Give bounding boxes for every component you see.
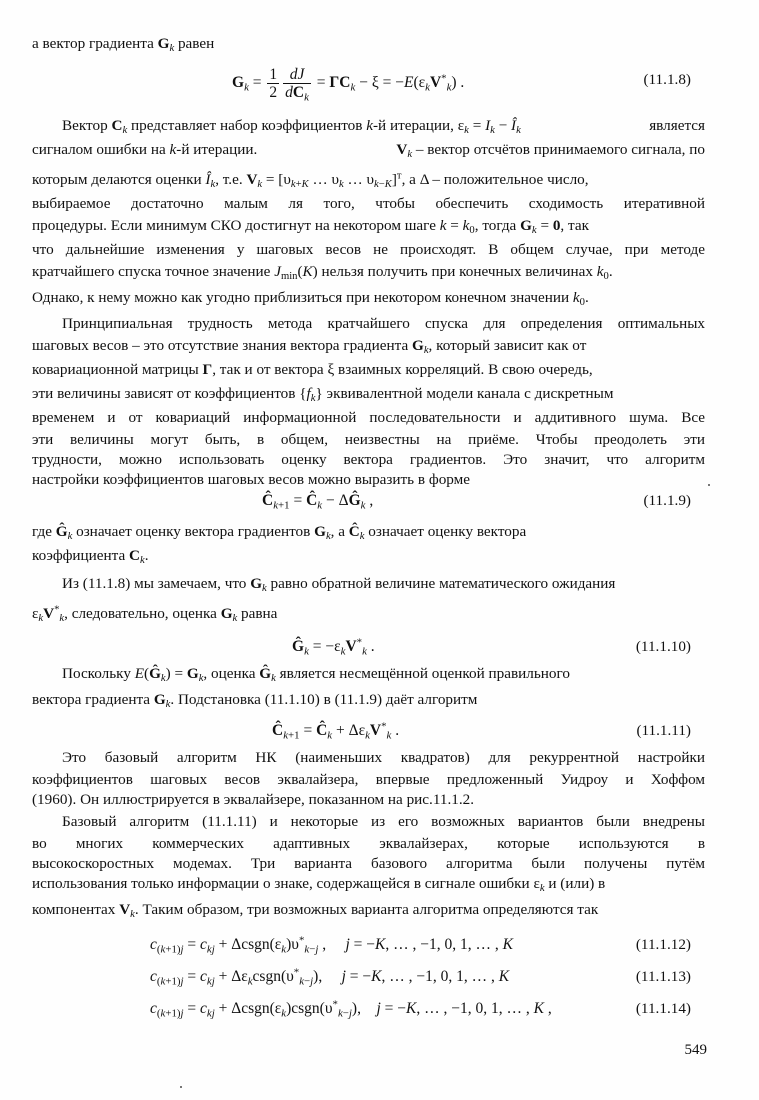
text-line: коэффициента $C_k$. — [32, 547, 149, 567]
text-line: $\varepsilon_kV^*_k$, следовательно, оценка $G_k$ равна — [32, 604, 278, 625]
equation-number: (11.1.12) — [635, 936, 691, 953]
text-line: где $Ĝ_k$ означает оценку вектора градиентов $G_k$, а $Ĉ_k$ означает оценку вектора — [32, 523, 527, 543]
text-line: которым делаются оценки $Î_k$, т.е. $V_k = [\upsilon_{k+K}$ … $\upsilon_k$ … $\upsilon_{k-K}]^т$, а Δ – положительное число, — [32, 170, 589, 191]
equation-11-1-12: $c_{(k+1)j} = c_{kj}$ + $\Delta csgn(\varepsilon_k)\upsilon^*_{k-j}$ , j = −K, … , −1, 0, 1, … , K — [150, 934, 513, 956]
text-line: Принципиальная трудность метода кратчайшего спуска для определения оптимальных — [62, 315, 705, 332]
equation-11-1-10: $Ĝ_k = -\varepsilon_kV^*_k$ . — [292, 636, 375, 658]
text-line: Вектор $C_k$ представляет набор коэффициентов k-й итерации, $\varepsilon_k = I_k$ − $Î_k$ является — [62, 117, 705, 137]
text-line: использования только информации о знаке, содержащейся в сигнале ошибки $\varepsilon_k$ и (или) в — [32, 875, 606, 895]
equation-number: (11.1.13) — [635, 968, 691, 985]
text-line: Это базовый алгоритм НК (наименьших квадратов) для рекуррентной настройки — [62, 749, 705, 766]
text-line: сигналом ошибки на k-й итерации. $V_k$ – вектор отсчётов принимаемого сигнала, по — [32, 141, 705, 161]
text-line: Базовый алгоритм (11.1.11) и некоторые из его возможных вариантов были внедрены — [62, 813, 705, 830]
text-line: что дальнейшие изменения у шаговых весов не происходят. В общем случае, при методе — [32, 241, 705, 258]
text-line: высокоскоростных модемах. Три варианта базового алгоритма были получены путём — [32, 855, 705, 872]
equation-number: (11.1.11) — [636, 722, 691, 739]
text-line: эти величины зависят от коэффициентов $\{f_k\}$ эквивалентной модели канала с дискретным — [32, 385, 614, 405]
page-number: 549 — [684, 1042, 707, 1058]
equation-number: (11.1.9) — [643, 492, 691, 509]
equation-number: (11.1.8) — [643, 71, 691, 88]
text-line: выбираемое достаточно малым ля того, чтобы обеспечить сходимость итеративной — [32, 195, 705, 212]
equation-number: (11.1.14) — [635, 1000, 691, 1017]
equation-11-1-14: $c_{(k+1)j} = c_{kj}$ + $\Delta csgn(\varepsilon_k)csgn(\upsilon^*_{k-j})$, j = −K, … , −1, 0, 1, … , K , — [150, 998, 552, 1020]
text-line: во многих коммерческих адаптивных эквалайзерах, которые используются в — [32, 835, 705, 852]
text-line: а вектор градиента $G_k$ равен — [32, 35, 215, 55]
text-line: эти величины могут быть, в общем, неизвестны на приёме. Чтобы преодолеть эти — [32, 431, 705, 448]
text-line: трудности, можно использовать оценку вектора градиентов. Это значит, что алгоритм — [32, 451, 705, 468]
text-line: настройки коэффициентов шаговых весов можно выразить в форме — [32, 471, 471, 488]
text-line: вектора градиента $G_k$. Подстановка (11.1.10) в (11.1.9) даёт алгоритм — [32, 691, 478, 711]
scan-speck — [180, 1086, 182, 1088]
text-line: (1960). Он иллюстрируется в эквалайзере, показанном на рис.11.1.2. — [32, 791, 475, 808]
equation-11-1-9: $Ĉ_{k+1}$ = $Ĉ_k$ − $\Delta Ĝ_k$ , — [262, 492, 374, 512]
text-line: ковариационной матрицы Γ, так и от вектора ξ взаимных корреляций. В свою очередь, — [32, 361, 593, 378]
text-line: компонентах $V_k$. Таким образом, три возможных варианта алгоритма определяются так — [32, 901, 599, 921]
equation-number: (11.1.10) — [635, 638, 691, 655]
equation-11-1-13: $c_{(k+1)j} = c_{kj}$ + $\Delta\varepsilon_kcsgn(\upsilon^*_{k-j})$, j = −K, … , −1, 0, 1, … , K — [150, 966, 510, 988]
text-line: кратчайшего спуска точное значение $J_{min}(K)$ нельзя получить при конечных величинах $k_0$. — [32, 263, 613, 283]
scan-speck — [708, 484, 710, 486]
equation-11-1-8: $G_k$ = $\frac{1}{2}$ $\frac{dJ}{dC_k}$ = $\Gamma C_k - \xi = -E(\varepsilon_kV^*_k)$ . — [232, 66, 465, 104]
text-line: Однако, к нему можно как угодно приблизиться при некотором конечном значении $k_0$. — [32, 289, 589, 309]
text-line: временем и от ковариаций информационной последовательности и аддитивного шума. Все — [32, 409, 705, 426]
text-line: Из (11.1.8) мы замечаем, что $G_k$ равно обратной величине математического ожидания — [62, 575, 616, 595]
text-line: процедуры. Если минимум СКО достигнут на некотором шаге $k = k_0$, тогда $G_k = 0$, так — [32, 217, 589, 237]
text-line: Поскольку $E(Ĝ_k) = G_k$, оценка $Ĝ_k$ является несмещённой оценкой правильного — [62, 665, 570, 685]
text-line: шаговых весов – это отсутствие знания вектора градиента $G_k$, который зависит как от — [32, 337, 587, 357]
text-line: коэффициентов шаговых весов эквалайзера, впервые предложенный Уидроу и Хоффом — [32, 771, 705, 788]
equation-11-1-11: $Ĉ_{k+1}$ = $Ĉ_k + \Delta\varepsilon_kV^*_k$ . — [272, 720, 400, 742]
